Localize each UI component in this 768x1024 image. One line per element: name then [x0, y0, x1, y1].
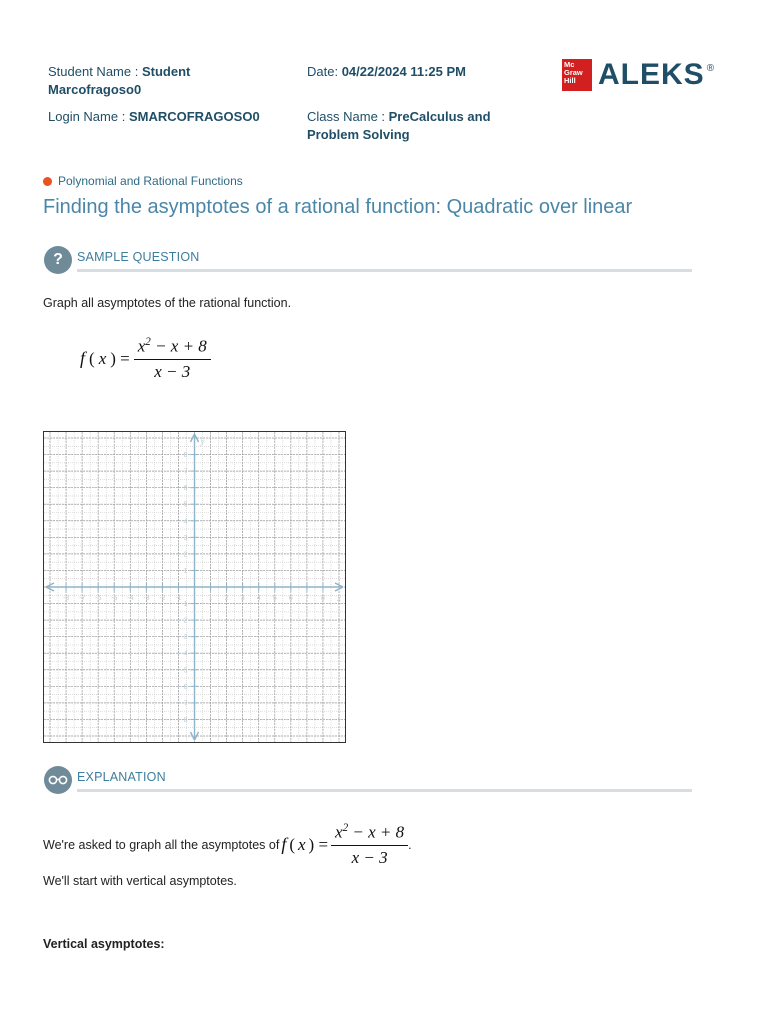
class-name-field — [307, 108, 522, 144]
explanation-intro — [43, 822, 412, 868]
function-formula: f ( x ) = $\frac{x^2 - x + 8}{x - 3}$ — [80, 336, 211, 382]
function-denominator: x − 3 — [154, 361, 191, 381]
y-tick-label: 6 — [183, 485, 188, 493]
student-name-label: Student Name : — [48, 64, 142, 79]
student-name-field — [48, 63, 278, 99]
date-value: 04/22/2024 11:25 PM — [341, 64, 467, 79]
registered-mark: ® — [706, 62, 715, 74]
y-tick-label: -5 — [181, 667, 188, 675]
y-tick-label: -3 — [181, 634, 188, 642]
aleks-wordmark: ALEKS — [598, 58, 705, 91]
x-tick-label: 3 — [240, 595, 245, 602]
y-tick-label: 5 — [183, 501, 188, 509]
explanation-heading: EXPLANATION — [77, 770, 166, 784]
function-numerator: $x^2 - x + 8$ — [134, 336, 211, 360]
question-prompt: Graph all asymptotes of the rational function. — [43, 296, 292, 310]
y-tick-label: -1 — [181, 601, 188, 609]
login-name-field — [48, 108, 298, 126]
x-tick-label: 1 — [208, 595, 213, 602]
y-tick-label: 2 — [183, 551, 188, 559]
logo-line-graw: Graw — [564, 68, 583, 77]
y-tick-label: -6 — [181, 683, 188, 691]
class-label: Class Name : — [307, 109, 389, 124]
x-tick-label: -7 — [78, 595, 86, 602]
explanation-intro-period: . — [408, 837, 412, 852]
x-tick-label: 5 — [272, 595, 277, 602]
mcgraw-hill-logo — [562, 59, 592, 91]
inline-function-formula: f ( x ) = $\frac{x^2 - x + 8}{x - 3}$ — [281, 822, 408, 868]
x-tick-label: 8 — [320, 595, 325, 602]
x-tick-label: -4 — [127, 595, 134, 602]
x-tick-label: 2 — [224, 595, 229, 602]
explanation-intro-text: We're asked to graph all the asymptotes of — [43, 837, 280, 852]
vertical-asymptotes-heading: Vertical asymptotes: — [43, 937, 165, 951]
x-tick-label: -2 — [159, 595, 166, 602]
y-tick-label: -2 — [181, 617, 188, 625]
x-tick-label: -3 — [143, 595, 150, 602]
y-tick-label: -7 — [181, 700, 188, 708]
y-tick-label: 4 — [183, 518, 188, 526]
y-tick-label: 8 — [183, 452, 188, 460]
glasses-icon — [44, 766, 72, 794]
topic-breadcrumb — [43, 174, 243, 188]
logo-line-mc: Mc — [564, 60, 575, 69]
x-tick-label: -1 — [175, 595, 182, 602]
y-tick-label: 1 — [183, 567, 188, 575]
section-divider — [77, 269, 692, 272]
date-label: Date: — [307, 64, 342, 79]
aleks-logo — [562, 58, 714, 92]
logo-line-hill: Hill — [564, 76, 576, 85]
x-tick-label: -6 — [95, 595, 102, 602]
y-tick-label: -8 — [181, 716, 188, 724]
graph-panel[interactable] — [43, 431, 346, 743]
login-value: SMARCOFRAGOSO0 — [128, 109, 260, 124]
x-tick-label: 7 — [304, 595, 309, 602]
x-tick-label: 4 — [256, 595, 261, 602]
explanation-line-2: We'll start with vertical asymptotes. — [43, 874, 237, 888]
topic-label: Polynomial and Rational Functions — [58, 174, 243, 188]
y-tick-label: 3 — [183, 534, 188, 542]
class-value: PreCalculus and Problem Solving — [307, 109, 491, 142]
y-tick-label: 7 — [183, 468, 188, 476]
section-divider — [77, 789, 692, 792]
y-axis-label: y — [200, 436, 205, 446]
x-axis-label: x — [337, 593, 341, 603]
y-tick-label: -4 — [181, 650, 188, 658]
page-title: Finding the asymptotes of a rational function: Quadratic over linear — [43, 196, 633, 218]
topic-bullet-icon — [43, 177, 52, 186]
question-icon: ? — [44, 246, 72, 274]
coordinate-grid[interactable] — [44, 432, 345, 742]
x-tick-label: -8 — [62, 595, 70, 602]
x-tick-label: 6 — [288, 595, 293, 602]
function-fraction — [134, 336, 211, 382]
student-name-value: Student Marcofragoso0 — [48, 64, 191, 97]
date-field — [307, 63, 527, 81]
x-tick-label: -5 — [111, 595, 118, 602]
login-label: Login Name : — [48, 109, 129, 124]
sample-question-heading: SAMPLE QUESTION — [77, 250, 200, 264]
